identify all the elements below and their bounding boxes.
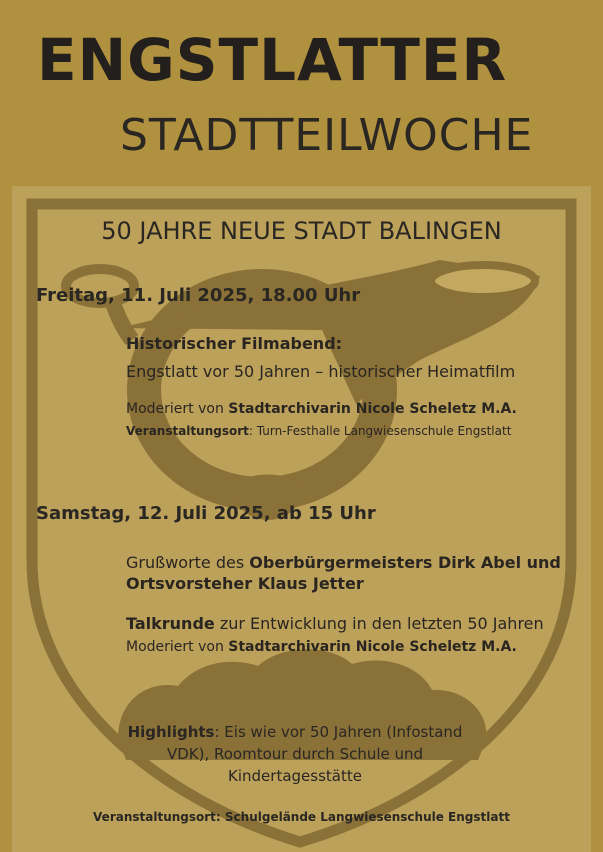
day2-talk-label: Talkrunde — [126, 614, 215, 633]
poster-subtitle: STADTTEILWOCHE — [120, 110, 534, 161]
day1-moderator-prefix: Moderiert von — [126, 401, 229, 417]
day1-moderator — [126, 401, 517, 417]
highlights-line-3: Kindertagesstätte — [228, 767, 362, 785]
day2-greeting-name-2: Ortsvorsteher Klaus Jetter — [126, 574, 364, 593]
day1-venue-text: : Turn-Festhalle Langwiesenschule Engstlatt — [248, 424, 512, 438]
day2-date: Samstag, 12. Juli 2025, ab 15 Uhr — [36, 503, 376, 524]
day2-talk-text: zur Entwicklung in den letzten 50 Jahren — [214, 614, 544, 633]
highlights-line-2: VDK), Roomtour durch Schule und — [166, 745, 424, 763]
day2-greeting-line1 — [126, 553, 561, 572]
day2-greeting-prefix: Grußworte des — [126, 553, 250, 572]
day2-highlights — [120, 721, 470, 787]
day1-date: Freitag, 11. Juli 2025, 18.00 Uhr — [36, 285, 361, 306]
day2-moderator-name: Stadtarchivarin Nicole Scheletz M.A. — [228, 639, 517, 655]
headline: 50 JAHRE NEUE STADT BALINGEN — [101, 217, 502, 245]
highlights-text-1: : Eis wie vor 50 Jahren (Infostand — [214, 723, 463, 741]
poster-title: ENGSTLATTER — [37, 26, 508, 94]
day1-venue — [126, 424, 511, 438]
day1-venue-label: Veranstaltungsort — [126, 424, 249, 438]
highlights-line-1 — [120, 721, 470, 743]
day2-talk — [126, 614, 544, 633]
day2-moderator-prefix: Moderiert von — [126, 639, 229, 655]
day1-event-desc: Engstlatt vor 50 Jahren – historischer Heimatfilm — [126, 362, 516, 381]
day1-event-title: Historischer Filmabend: — [126, 334, 343, 353]
day1-moderator-name: Stadtarchivarin Nicole Scheletz M.A. — [228, 401, 517, 417]
highlights-label: Highlights — [127, 723, 215, 741]
horn-bell-opening — [431, 265, 535, 297]
day2-moderator — [126, 639, 517, 655]
footer-venue: Veranstaltungsort: Schulgelände Langwiesenschule Engstlatt — [93, 810, 510, 824]
day2-greeting-name-1: Oberbürgermeisters Dirk Abel und — [249, 553, 561, 572]
